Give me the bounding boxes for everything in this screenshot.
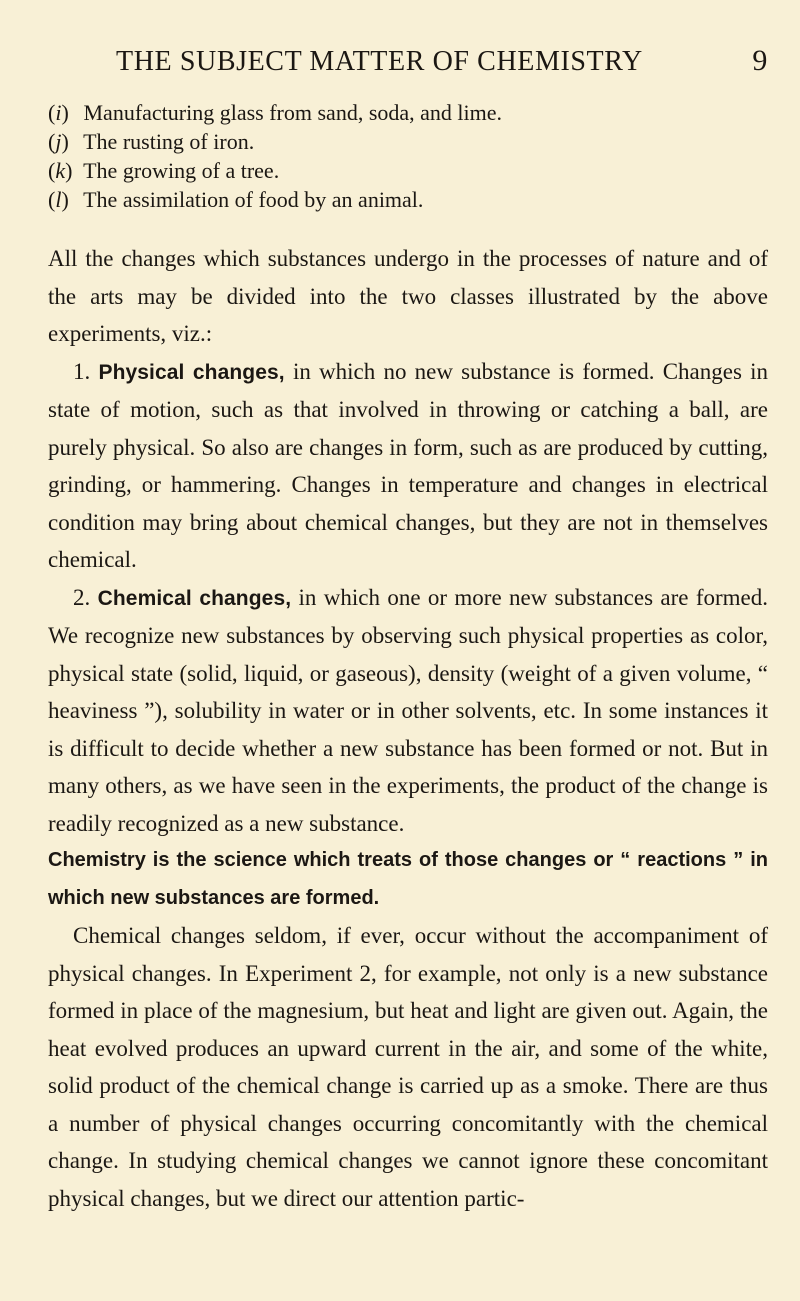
definition-statement: Chemistry is the science which treats of those changes or “ reactions ” in which new substances are formed. — [48, 849, 768, 909]
running-head — [48, 44, 768, 78]
list-marker: (l) — [48, 187, 69, 212]
chemical-changes-text: in which one or more new substances are formed. We recognize new substances by observing such physical properties as color, physical state (solid, liquid, or gaseous), density (weight of a given volume, “ heaviness ”), solubility in water or in other solvents, etc. In some instances it is difficult to decide whether a new substance has been formed or not. But in many others, as we have seen in the experiments, the product of the change is readily recognized as a new substance. — [48, 584, 768, 836]
list-item-text: The assimilation of food by an animal. — [83, 187, 424, 212]
chemical-changes-label: Chemical changes, — [97, 586, 292, 610]
chemical-changes-paragraph — [48, 579, 768, 843]
section-number: 1. — [73, 358, 91, 384]
list-marker: (i) — [48, 100, 69, 125]
book-page — [48, 44, 768, 1217]
list-marker: (j) — [48, 129, 69, 154]
list-item — [48, 185, 768, 214]
list-item-text: The rusting of iron. — [83, 129, 255, 154]
experiment-list — [48, 98, 768, 214]
list-item-text: Manufacturing glass from sand, soda, and lime. — [83, 100, 503, 125]
list-item — [48, 156, 768, 185]
section-number: 2. — [73, 584, 91, 610]
physical-changes-text: in which no new substance is formed. Changes in state of motion, such as that involved in throwing or catching a ball, are purely physical. So also are changes in form, such as are produced by cutting, grinding, or hammering. Changes in temperature and changes in electrical condition may bring about chemical changes, but they are not in themselves chemical. — [48, 358, 769, 572]
page-number: 9 — [752, 44, 768, 77]
chapter-title: THE SUBJECT MATTER OF CHEMISTRY — [116, 46, 643, 77]
physical-changes-paragraph — [48, 353, 768, 579]
body-text — [48, 240, 768, 1217]
list-marker: (k) — [48, 158, 73, 183]
intro-paragraph: All the changes which substances undergo in the processes of nature and of the arts may be divided into the two classes illustrated by the above experiments, viz.: — [48, 246, 768, 346]
physical-changes-label: Physical changes, — [98, 360, 285, 384]
list-item — [48, 98, 768, 127]
closing-paragraph: Chemical changes seldom, if ever, occur without the accompaniment of physical changes. In Experiment 2, for example, not only is a new substance formed in place of the magnesium, but heat and light are given out. Again, the heat evolved produces an upward current in the air, and some of the white, solid product of the chemical change is carried up as a smoke. There are thus a number of physical changes occurring concomitantly with the chemical change. In studying chemical changes we cannot ignore these concomitant physical changes, but we direct our attention partic- — [48, 923, 768, 1211]
list-item-text: The growing of a tree. — [83, 158, 280, 183]
list-item — [48, 127, 768, 156]
